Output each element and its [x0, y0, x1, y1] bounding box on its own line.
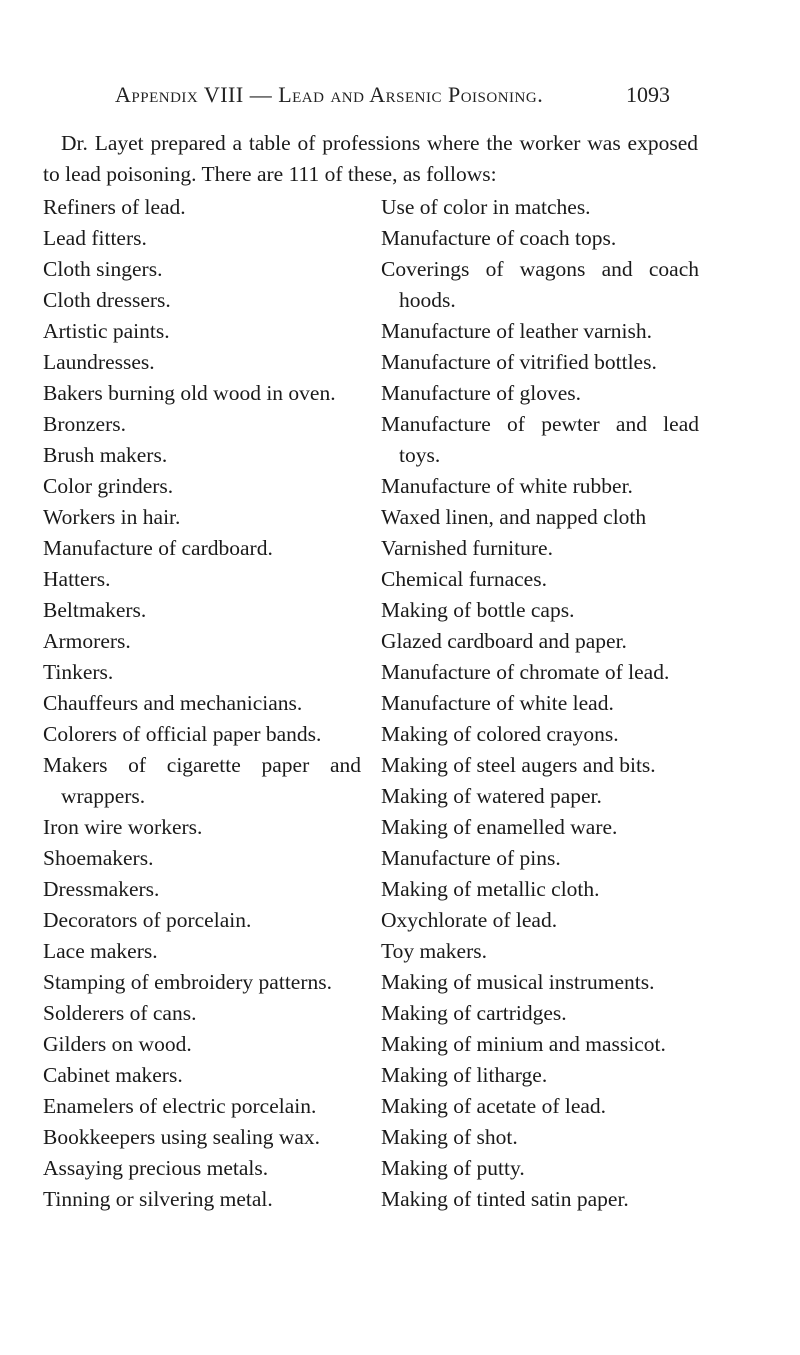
profession-item: Color grinders. [43, 474, 174, 498]
profession-item: Oxychlorate of lead. [381, 908, 558, 932]
profession-item: Glazed cardboard and paper. [381, 629, 627, 653]
profession-item: Armorers. [43, 629, 131, 653]
profession-item: Brush makers. [43, 443, 168, 467]
profession-item: Making of musical instruments. [381, 970, 655, 994]
profession-item: Lead fitters. [43, 226, 147, 250]
profession-item: Chauffeurs and mechanicians. [43, 691, 303, 715]
profession-item: Manufacture of white rubber. [381, 474, 633, 498]
profession-item: Shoemakers. [43, 846, 154, 870]
profession-item: Making of steel augers and bits. [381, 753, 656, 777]
profession-item: Bakers burning old wood in oven. [43, 381, 336, 405]
profession-item: Manufacture of leather varnish. [381, 319, 653, 343]
profession-item: Manufacture of cardboard. [43, 536, 273, 560]
profession-item: Cloth dressers. [43, 288, 171, 312]
profession-item: Manufacture of white lead. [381, 691, 614, 715]
profession-item: Use of color in matches. [381, 195, 591, 219]
profession-item: Tinkers. [43, 660, 114, 684]
profession-item: Coverings of wagons and coach hoods. [381, 257, 699, 312]
profession-item: Beltmakers. [43, 598, 147, 622]
profession-item: Making of tinted satin paper. [381, 1187, 629, 1211]
profession-item: Making of metallic cloth. [381, 877, 600, 901]
profession-item: Manufacture of coach tops. [381, 226, 617, 250]
profession-item: Hatters. [43, 567, 111, 591]
profession-item: Artistic paints. [43, 319, 170, 343]
profession-item: Lace makers. [43, 939, 158, 963]
profession-item: Laundresses. [43, 350, 155, 374]
running-title: Appendix VIII — Lead and Arsenic Poisoning. [115, 82, 544, 107]
profession-item: Assaying precious metals. [43, 1156, 269, 1180]
profession-item: Solderers of cans. [43, 1001, 197, 1025]
profession-item: Toy makers. [381, 939, 487, 963]
profession-item: Making of litharge. [381, 1063, 548, 1087]
profession-item: Making of watered paper. [381, 784, 602, 808]
profession-item: Bronzers. [43, 412, 126, 436]
profession-item: Manufacture of chromate of lead. [381, 660, 670, 684]
profession-item: Making of colored crayons. [381, 722, 619, 746]
profession-item: Manufacture of pins. [381, 846, 561, 870]
profession-item: Manufacture of vitrified bottles. [381, 350, 657, 374]
profession-item: Colorers of official paper bands. [43, 722, 322, 746]
profession-item: Varnished furniture. [381, 536, 553, 560]
left-column-list [43, 192, 361, 1215]
profession-item: Making of acetate of lead. [381, 1094, 607, 1118]
profession-item: Iron wire workers. [43, 815, 203, 839]
profession-item: Manufacture of pewter and lead toys. [381, 412, 699, 467]
profession-item: Making of putty. [381, 1156, 525, 1180]
profession-item: Chemical furnaces. [381, 567, 547, 591]
profession-item: Making of enamelled ware. [381, 815, 618, 839]
profession-item: Workers in hair. [43, 505, 181, 529]
profession-item: Gilders on wood. [43, 1032, 192, 1056]
profession-item: Bookkeepers using sealing wax. [43, 1125, 321, 1149]
profession-item: Making of cartridges. [381, 1001, 567, 1025]
right-column-list [381, 192, 699, 1215]
profession-item: Cabinet makers. [43, 1063, 183, 1087]
profession-item: Waxed linen, and napped cloth [381, 505, 647, 529]
running-header [0, 82, 800, 112]
profession-item: Makers of cigarette paper and wrappers. [43, 753, 361, 808]
profession-item: Making of shot. [381, 1125, 518, 1149]
profession-item: Refiners of lead. [43, 195, 186, 219]
profession-item: Making of minium and massicot. [381, 1032, 666, 1056]
profession-item: Making of bottle caps. [381, 598, 575, 622]
profession-item: Cloth singers. [43, 257, 163, 281]
profession-item: Dressmakers. [43, 877, 160, 901]
profession-item: Enamelers of electric porcelain. [43, 1094, 317, 1118]
profession-item: Tinning or silvering metal. [43, 1187, 273, 1211]
intro-paragraph: Dr. Layet prepared a table of professions where the worker was exposed to lead poisoning. There are 111 of these, as follows: [43, 131, 698, 186]
page-number: 1093 [626, 82, 670, 107]
profession-item: Manufacture of gloves. [381, 381, 581, 405]
profession-item: Decorators of porcelain. [43, 908, 252, 932]
profession-item: Stamping of embroidery patterns. [43, 970, 332, 994]
